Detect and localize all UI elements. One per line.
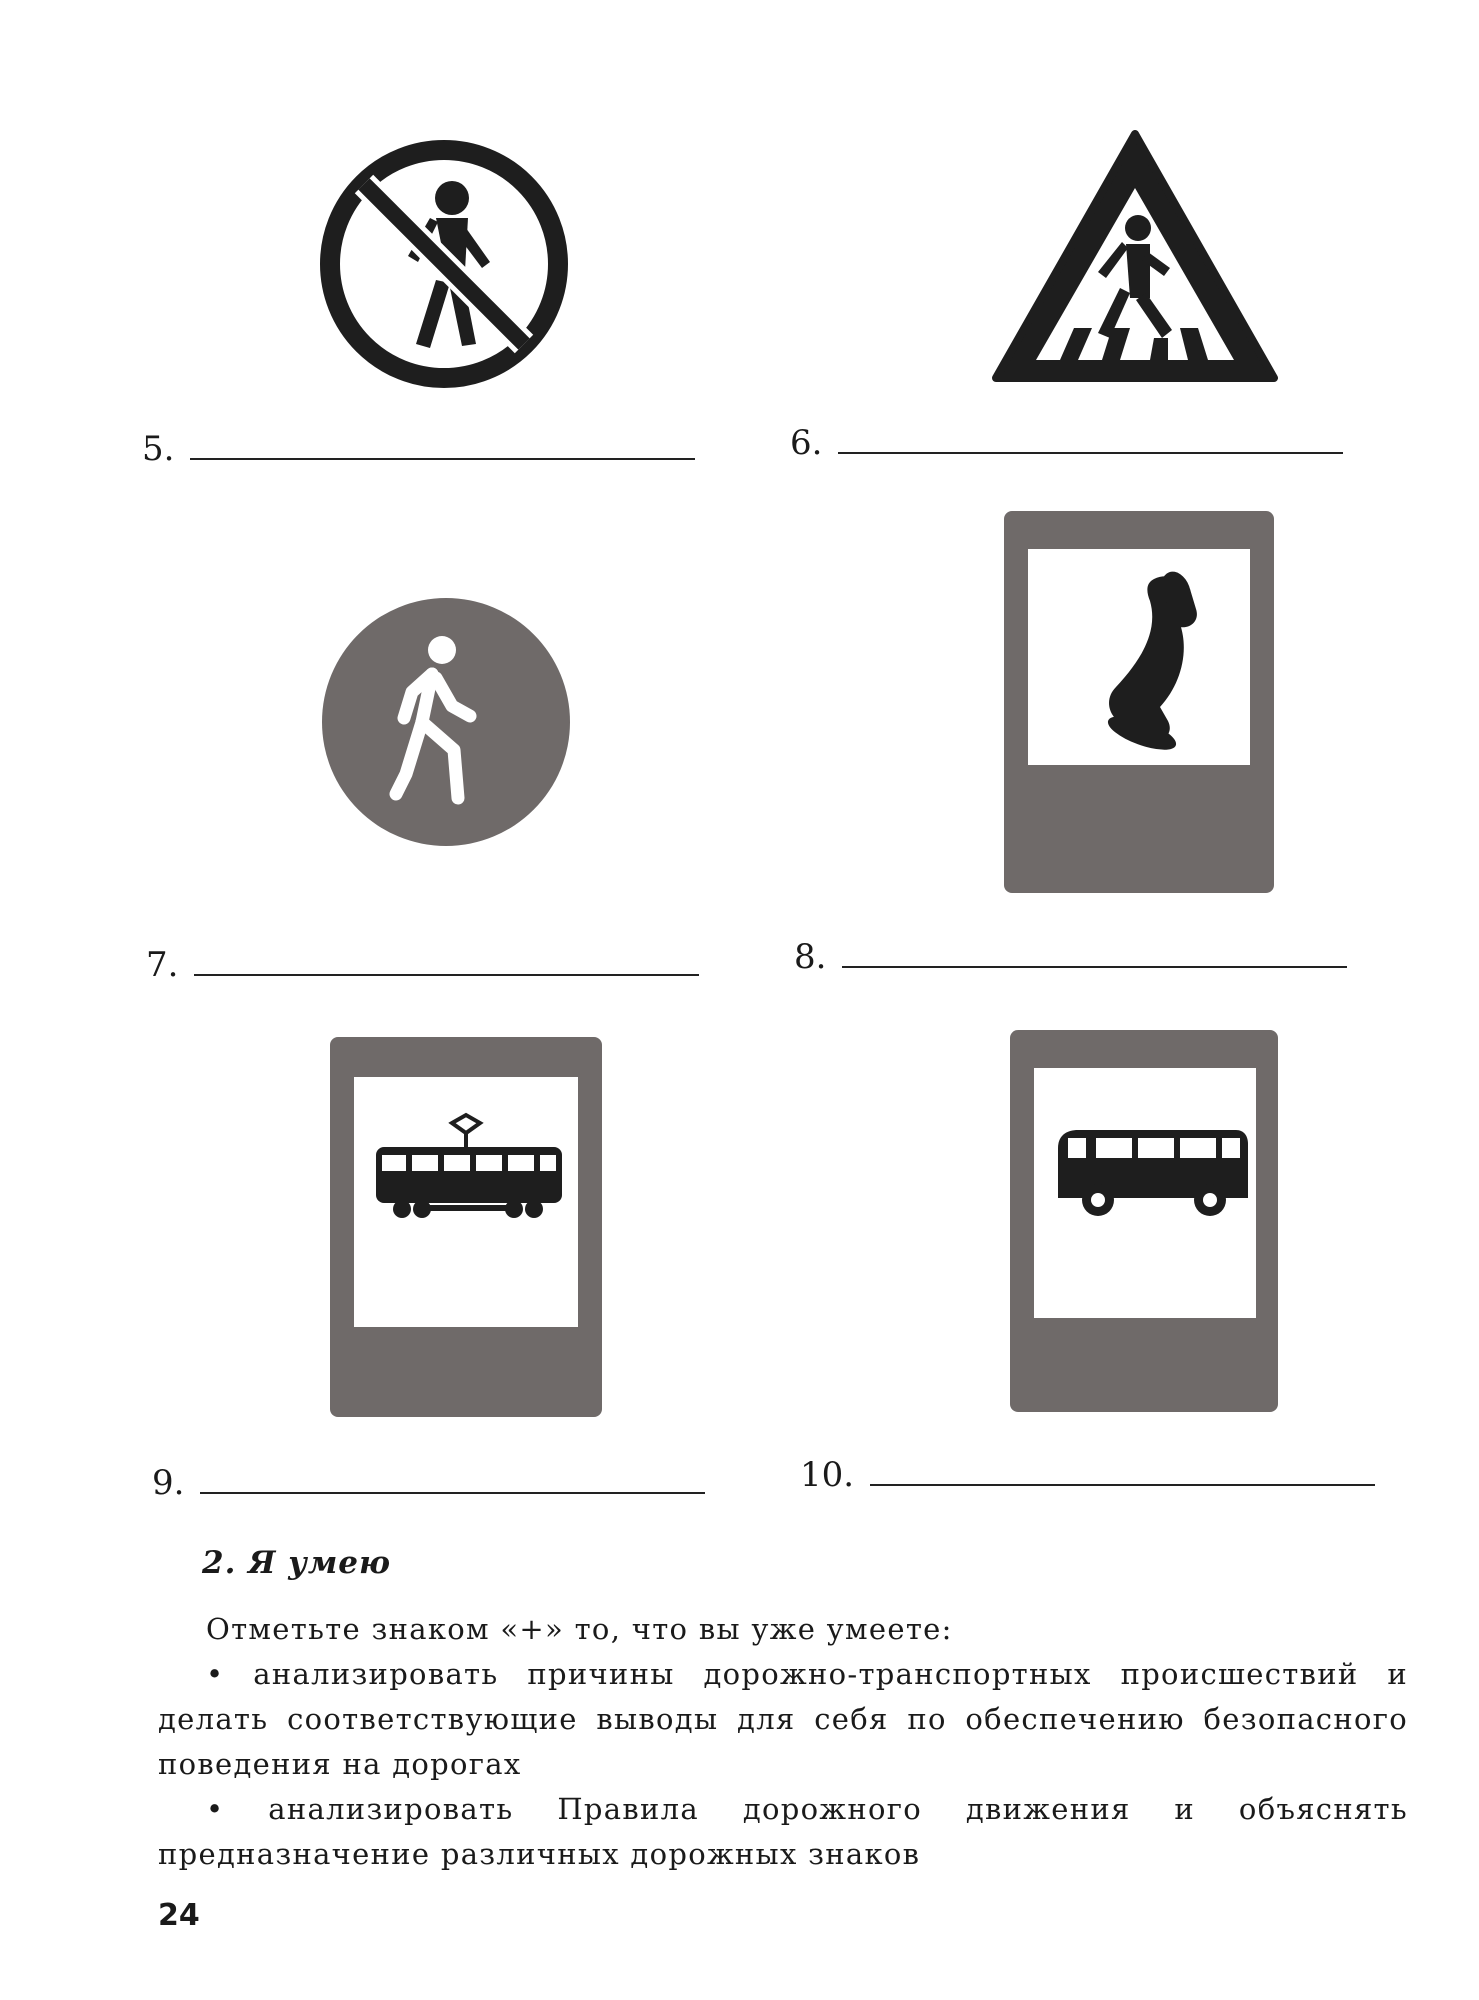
section-title: 2. Я умею (202, 1545, 392, 1581)
pedestrian-crossing-warning-sign-icon (990, 128, 1280, 384)
answer-line-10[interactable] (800, 1455, 1375, 1495)
answer-number: 7. (146, 945, 179, 985)
tram-stop-sign-icon (330, 1037, 602, 1417)
skills-section (158, 1545, 1408, 1877)
answer-number: 9. (152, 1463, 185, 1503)
answer-line-7[interactable] (146, 945, 699, 985)
skill-item[interactable]: • анализировать Правила дорожного движения и объяснять предназначение различных дорожных знаков (158, 1792, 1408, 1871)
blank-line (838, 452, 1343, 454)
answer-line-6[interactable] (790, 423, 1343, 463)
no-pedestrians-sign-icon (318, 138, 570, 390)
section-intro: Отметьте знаком «+» то, что вы уже умеете: (206, 1612, 953, 1646)
answer-line-9[interactable] (152, 1463, 705, 1503)
blank-line (842, 966, 1347, 968)
blank-line (194, 974, 699, 976)
answer-number: 10. (800, 1455, 855, 1495)
blank-line (870, 1484, 1375, 1486)
blank-line (190, 458, 695, 460)
blank-line (200, 1492, 705, 1494)
answer-number: 5. (142, 429, 175, 469)
answer-number: 6. (790, 423, 823, 463)
page-number: 24 (158, 1898, 200, 1933)
telephone-sign-icon (1004, 511, 1274, 893)
bus-stop-sign-icon (1010, 1030, 1278, 1412)
answer-line-8[interactable] (794, 937, 1347, 977)
skill-item[interactable]: • анализировать причины дорожно-транспортных происшествий и делать соответствующие выводы для себя по обеспечению безопасного поведения на дорогах (158, 1657, 1408, 1781)
answer-line-5[interactable] (142, 429, 695, 469)
answer-number: 8. (794, 937, 827, 977)
pedestrian-path-sign-icon (322, 598, 570, 846)
